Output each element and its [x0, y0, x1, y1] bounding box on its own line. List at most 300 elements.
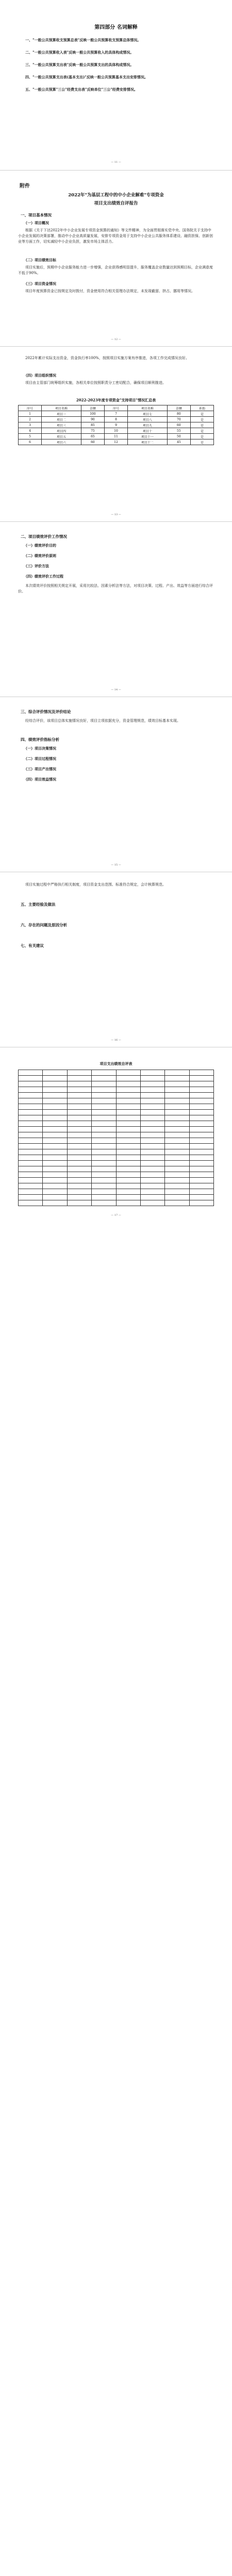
table-cell [67, 1076, 91, 1081]
table-cell [19, 1144, 43, 1149]
table-cell: 45 [167, 439, 190, 445]
table-cell: 项目八 [128, 417, 168, 422]
table-cell: 是 [190, 439, 213, 445]
table-cell [165, 1155, 189, 1161]
table-row [19, 1070, 214, 1076]
table-row [19, 422, 214, 428]
table-cell [19, 1076, 43, 1081]
table-cell: 项目五 [42, 434, 81, 439]
table-cell: 项目六 [42, 439, 81, 445]
table-cell [67, 1138, 91, 1144]
table-cell [165, 1183, 189, 1189]
table-cell: 65 [81, 434, 104, 439]
subsection-heading: （一）项目决策情况 [24, 746, 56, 751]
table-cell [92, 1081, 116, 1087]
table-cell [189, 1076, 213, 1081]
table-cell [140, 1087, 164, 1093]
subsection-heading: （一）项目概况 [24, 221, 49, 225]
table-cell [140, 1195, 164, 1200]
table-cell [165, 1098, 189, 1104]
table-row [19, 417, 214, 422]
table-cell [189, 1110, 213, 1115]
table-header: 序号 [19, 405, 42, 411]
page-number: — 17 — [111, 1214, 121, 1217]
table-cell [116, 1093, 140, 1098]
table-cell [140, 1138, 164, 1144]
table-cell [43, 1166, 67, 1172]
table-cell [43, 1087, 67, 1093]
table-cell [189, 1178, 213, 1183]
table-cell: 是 [190, 417, 213, 422]
table-cell [116, 1104, 140, 1110]
table-cell [189, 1081, 213, 1087]
table-row [19, 1121, 214, 1127]
table-header: 金额 [81, 405, 104, 411]
body-paragraph: 2022年累计实际支出资金，资金执行率100%，按照项目实施方案有序推进，各项工作完成情况良好。 [25, 356, 189, 360]
table-row [19, 439, 214, 445]
table-cell [189, 1166, 213, 1172]
table-cell [189, 1189, 213, 1195]
table-cell [67, 1070, 91, 1076]
table-row [19, 1093, 214, 1098]
table-cell [43, 1138, 67, 1144]
table-cell [116, 1127, 140, 1132]
subsection-heading: （三）评价方法 [24, 564, 49, 568]
table-cell: 50 [167, 434, 190, 439]
table-cell [19, 1183, 43, 1189]
subsection-heading: （一）绩效评价目的 [24, 543, 56, 548]
body-paragraph: 项目实施过程中严格执行相关制度，项目资金支出范围、标准符合规定，会计核算规范。 [25, 883, 166, 887]
table-cell: 项目四 [42, 428, 81, 434]
table-cell [67, 1093, 91, 1098]
table-cell [19, 1195, 43, 1200]
table-cell [140, 1166, 164, 1172]
table-cell [165, 1110, 189, 1115]
table-cell: 项目十 [128, 428, 168, 434]
table-cell: 75 [81, 428, 104, 434]
table-cell [140, 1172, 164, 1178]
table-row [19, 434, 214, 439]
table-caption: 项目支出绩效自评表 [100, 1061, 132, 1066]
table-cell [19, 1178, 43, 1183]
table-cell [43, 1149, 67, 1155]
table-cell [140, 1149, 164, 1155]
table-cell [92, 1195, 116, 1200]
table-cell [43, 1195, 67, 1200]
table-cell [19, 1098, 43, 1104]
definition-item: 五、"一般公共预算"三公"经费支出表"反映单位"三公"经费安排情况。 [25, 87, 138, 92]
table-cell: 项目二 [42, 417, 81, 422]
table-cell [116, 1172, 140, 1178]
table-cell [19, 1200, 43, 1206]
table-cell [165, 1104, 189, 1110]
page-number: — 13 — [111, 513, 121, 516]
table-cell [189, 1121, 213, 1127]
table-cell [165, 1087, 189, 1093]
table-cell [116, 1087, 140, 1093]
page-title: 第四部分 名词解释 [94, 25, 138, 30]
table-cell: 是 [190, 428, 213, 434]
table-cell [92, 1110, 116, 1115]
table-row [19, 1155, 214, 1161]
subsection-heading: （二）绩效评价原则 [24, 553, 56, 558]
definition-item: 二、"一般公共预算收入表"反映一般公共预算收入的具体构成情况。 [25, 50, 134, 55]
table-cell [19, 1081, 43, 1087]
table-cell [140, 1161, 164, 1166]
table-cell [92, 1115, 116, 1121]
table-cell [189, 1132, 213, 1138]
table-cell [116, 1132, 140, 1138]
table-cell [19, 1189, 43, 1195]
table-cell: 5 [19, 434, 42, 439]
table-cell [67, 1172, 91, 1178]
table-cell: 项目十二 [128, 439, 168, 445]
table-cell [67, 1195, 91, 1200]
table-cell: 项目七 [128, 411, 168, 417]
table-row [19, 1127, 214, 1132]
table-cell [189, 1138, 213, 1144]
table-cell [165, 1189, 189, 1195]
table-cell: 10 [104, 428, 127, 434]
table-row [19, 1104, 214, 1110]
table-cell [189, 1093, 213, 1098]
table-cell: 11 [104, 434, 127, 439]
table-cell [43, 1098, 67, 1104]
table-cell [92, 1189, 116, 1195]
table-row [19, 1183, 214, 1189]
table-cell [43, 1115, 67, 1121]
table-cell [43, 1127, 67, 1132]
table-cell [92, 1098, 116, 1104]
table-cell [140, 1098, 164, 1104]
table-cell: 1 [19, 411, 42, 417]
subsection-heading: （四）项目组织情况 [24, 373, 56, 378]
table-cell [67, 1149, 91, 1155]
table-row [19, 1149, 214, 1155]
table-header: 项目名称 [128, 405, 168, 411]
definition-item: 一、"一般公共预算收支预算总表"反映一般公共预算收支预算总体情况。 [25, 38, 141, 42]
table-cell [116, 1183, 140, 1189]
table-cell [140, 1155, 164, 1161]
table-cell [19, 1110, 43, 1115]
table-cell [67, 1110, 91, 1115]
table-row [19, 1110, 214, 1115]
table-cell [19, 1087, 43, 1093]
table-cell [67, 1132, 91, 1138]
table-cell [116, 1138, 140, 1144]
table-row [19, 1087, 214, 1093]
table-row [19, 428, 214, 434]
table-cell: 12 [104, 439, 127, 445]
table-cell: 80 [167, 411, 190, 417]
table-cell [116, 1149, 140, 1155]
section-heading: 七、有关建议 [21, 943, 44, 948]
table-cell [189, 1149, 213, 1155]
table-cell [140, 1115, 164, 1121]
definition-item: 三、"一般公共预算支出表"反映一般公共预算支出的具体构成情况。 [25, 62, 134, 67]
table-cell: 3 [19, 422, 42, 428]
table-cell [189, 1098, 213, 1104]
table-cell [116, 1110, 140, 1115]
subsection-heading: （二）项目绩效目标 [24, 258, 56, 262]
section-heading: 六、存在的问题及原因分析 [21, 923, 67, 927]
table-cell [116, 1200, 140, 1206]
table-row [19, 1161, 214, 1166]
table-cell: 85 [81, 422, 104, 428]
table-header: 补助 [190, 405, 213, 411]
table-cell [92, 1076, 116, 1081]
body-paragraph: 本次绩效评价按照相关规定开展，采用比较法、因素分析法等方法，对项目决策、过程、产出、效益等方面进行综合评价。 [18, 584, 213, 594]
table-cell: 项目一 [42, 411, 81, 417]
table-cell [92, 1104, 116, 1110]
table-cell [43, 1189, 67, 1195]
table-cell [19, 1149, 43, 1155]
section-heading: 一、项目基本情况 [21, 213, 52, 217]
table-cell [92, 1070, 116, 1076]
table-cell [165, 1121, 189, 1127]
table-cell: 60 [167, 422, 190, 428]
table-header: 序号 [104, 405, 127, 411]
report-title-line1: 2022年"为基层工程中的中小企业解难"专项资金 [68, 193, 164, 198]
table-cell: 6 [19, 439, 42, 445]
table-cell [189, 1183, 213, 1189]
table-cell [92, 1161, 116, 1166]
table-cell [165, 1070, 189, 1076]
table-cell [92, 1183, 116, 1189]
table-cell [19, 1155, 43, 1161]
table-cell [116, 1178, 140, 1183]
table-caption: 2022-2023年度专项资金"支持项目"情况汇总表 [76, 398, 156, 402]
page-number: — 16 — [111, 1039, 121, 1042]
table-row [19, 1081, 214, 1087]
table-cell [43, 1104, 67, 1110]
subsection-heading: （四）绩效评价工作过程 [24, 574, 63, 579]
table-cell [43, 1161, 67, 1166]
table-row [19, 1115, 214, 1121]
table-cell [92, 1132, 116, 1138]
table-cell [140, 1070, 164, 1076]
project-summary-table [18, 405, 214, 445]
table-cell [116, 1161, 140, 1166]
table-cell: 4 [19, 428, 42, 434]
table-cell [189, 1195, 213, 1200]
table-row [19, 1144, 214, 1149]
table-cell [189, 1144, 213, 1149]
table-row [19, 1195, 214, 1200]
table-cell: 是 [190, 434, 213, 439]
table-cell [140, 1200, 164, 1206]
table-row [19, 1189, 214, 1195]
table-row [19, 1200, 214, 1206]
body-paragraph: 根据《关于下达2022年中小企业发展专项资金预算的通知》等文件精神，为全面贯彻落实党中央、国务院关于支持中小企业发展的决策部署，推动中小企业高质量发展，安排专项资金用于支持中小企业公共服务体系建设、融资担保、创新创业等方面工作，切实减轻中小企业负担，激发市场主体活力。 [18, 228, 213, 244]
table-cell [140, 1189, 164, 1195]
table-cell [92, 1200, 116, 1206]
table-row [19, 1178, 214, 1183]
table-cell: 2 [19, 417, 42, 422]
table-cell [189, 1200, 213, 1206]
table-cell [92, 1144, 116, 1149]
table-cell [165, 1144, 189, 1149]
table-row [19, 1138, 214, 1144]
table-cell [116, 1144, 140, 1149]
table-cell [165, 1178, 189, 1183]
page-number: — 15 — [111, 863, 121, 867]
table-cell [67, 1087, 91, 1093]
table-cell: 是 [190, 422, 213, 428]
table-cell [67, 1166, 91, 1172]
report-title-line2: 项目支出绩效自评报告 [94, 201, 138, 206]
table-header: 金额 [167, 405, 190, 411]
table-cell [92, 1138, 116, 1144]
table-cell: 是 [190, 411, 213, 417]
table-cell [67, 1189, 91, 1195]
table-cell [19, 1127, 43, 1132]
table-cell: 项目十一 [128, 434, 168, 439]
table-cell: 9 [104, 422, 127, 428]
table-cell [19, 1104, 43, 1110]
table-cell [19, 1138, 43, 1144]
page-divider [0, 346, 232, 347]
self-evaluation-table [18, 1070, 214, 1206]
table-cell [67, 1183, 91, 1189]
subsection-heading: （二）项目过程情况 [24, 756, 56, 761]
table-cell [43, 1070, 67, 1076]
table-cell [189, 1155, 213, 1161]
table-row [19, 411, 214, 417]
table-cell [189, 1087, 213, 1093]
table-cell: 60 [81, 439, 104, 445]
table-cell [19, 1121, 43, 1127]
table-cell [116, 1081, 140, 1087]
table-cell: 70 [167, 417, 190, 422]
table-cell [116, 1076, 140, 1081]
body-paragraph: 项目实施后，预期中小企业服务能力进一步增强，企业获得感明显提升，服务覆盖企业数量达到预期目标，企业满意度不低于90%。 [18, 265, 213, 275]
subsection-heading: （四）项目效益情况 [24, 777, 56, 782]
table-cell [165, 1115, 189, 1121]
table-cell: 90 [81, 417, 104, 422]
body-paragraph: 经综合评价，该项目总体实施情况良好，项目立项依据充分，资金管理规范，绩效目标基本实现。 [25, 719, 180, 723]
table-cell [43, 1093, 67, 1098]
table-cell [189, 1161, 213, 1166]
table-cell [92, 1178, 116, 1183]
table-cell [140, 1104, 164, 1110]
table-cell [189, 1127, 213, 1132]
table-cell: 项目三 [42, 422, 81, 428]
table-cell [67, 1127, 91, 1132]
table-cell [165, 1076, 189, 1081]
table-cell [140, 1144, 164, 1149]
table-header: 项目名称 [42, 405, 81, 411]
table-cell [165, 1195, 189, 1200]
table-cell [43, 1081, 67, 1087]
table-cell [19, 1161, 43, 1166]
page-number: — 14 — [111, 688, 121, 691]
table-cell: 55 [167, 428, 190, 434]
section-heading: 四、绩效评价指标分析 [21, 737, 59, 742]
section-heading: 二、项目绩效评价工作情况 [21, 534, 67, 539]
section-heading: 三、综合评价情况及评价结论 [21, 709, 71, 714]
table-cell: 100 [81, 411, 104, 417]
table-cell [67, 1115, 91, 1121]
page-divider [0, 521, 232, 522]
table-cell [92, 1155, 116, 1161]
table-cell [67, 1155, 91, 1161]
table-cell [92, 1149, 116, 1155]
table-cell [165, 1138, 189, 1144]
table-cell [116, 1098, 140, 1104]
table-cell [19, 1166, 43, 1172]
table-cell: 7 [104, 411, 127, 417]
table-cell [116, 1155, 140, 1161]
table-cell [67, 1121, 91, 1127]
table-cell [67, 1098, 91, 1104]
table-cell [140, 1076, 164, 1081]
page-divider [0, 170, 232, 171]
table-cell: 8 [104, 417, 127, 422]
table-cell [189, 1070, 213, 1076]
table-cell: 项目九 [128, 422, 168, 428]
table-cell [92, 1093, 116, 1098]
table-cell [165, 1161, 189, 1166]
table-cell [140, 1183, 164, 1189]
table-cell [67, 1104, 91, 1110]
body-paragraph: 项目由主管部门统筹组织实施，各相关单位按照职责分工密切配合，确保项目顺利推进。 [25, 381, 166, 385]
table-cell [43, 1144, 67, 1149]
table-cell [165, 1093, 189, 1098]
page-number: — 11 — [111, 161, 121, 164]
table-cell [19, 1070, 43, 1076]
table-cell [165, 1172, 189, 1178]
table-row [19, 1132, 214, 1138]
table-cell [43, 1172, 67, 1178]
table-cell [67, 1161, 91, 1166]
table-cell [43, 1132, 67, 1138]
table-cell [43, 1121, 67, 1127]
table-cell [165, 1149, 189, 1155]
table-cell [43, 1076, 67, 1081]
table-header-row [19, 405, 214, 411]
table-cell [43, 1178, 67, 1183]
table-cell [165, 1127, 189, 1132]
table-cell [92, 1166, 116, 1172]
table-cell [67, 1144, 91, 1149]
table-cell [165, 1081, 189, 1087]
table-cell [67, 1200, 91, 1206]
table-cell [43, 1200, 67, 1206]
table-row [19, 1076, 214, 1081]
section-heading: 五、主要经验及做法 [21, 902, 56, 907]
table-cell [19, 1093, 43, 1098]
table-cell [19, 1132, 43, 1138]
table-cell [140, 1093, 164, 1098]
table-cell [43, 1155, 67, 1161]
table-cell [67, 1178, 91, 1183]
table-cell [43, 1110, 67, 1115]
attachment-label: 附件 [20, 183, 30, 189]
table-cell [165, 1132, 189, 1138]
table-row [19, 1098, 214, 1104]
table-cell [140, 1121, 164, 1127]
definition-item: 四、"一般公共预算支出表(基本支出)"反映一般公共预算基本支出安排情况。 [25, 75, 148, 79]
table-cell [140, 1110, 164, 1115]
table-cell [116, 1070, 140, 1076]
table-cell [140, 1127, 164, 1132]
table-cell [116, 1121, 140, 1127]
table-cell [116, 1195, 140, 1200]
table-cell [189, 1104, 213, 1110]
subsection-heading: （三）项目产出情况 [24, 767, 56, 771]
table-cell [92, 1172, 116, 1178]
